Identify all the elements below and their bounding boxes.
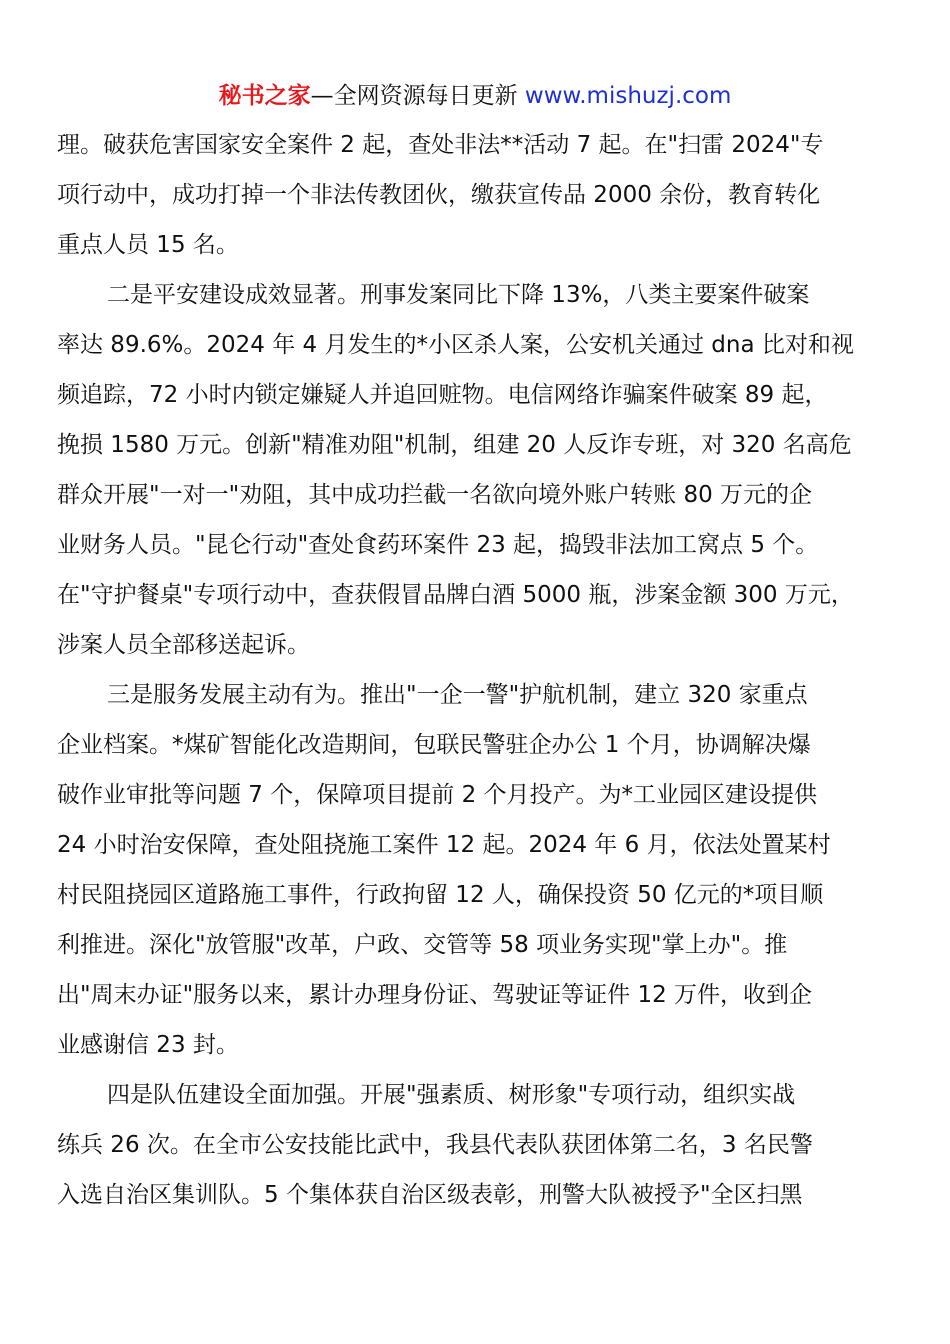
brand-name: 秘书之家 [218,83,311,109]
text-line-19: 业感谢信 23 封。 [57,1032,239,1058]
text-line-11: 涉案人员全部移送起诉。 [57,632,310,658]
text-line-16: 村民阻挠园区道路施工事件，行政拘留 12 人，确保投资 50 亿元的*项目顺 [57,882,824,908]
text-line-14: 破作业审批等问题 7 个，保障项目提前 2 个月投产。为*工业园区建设提供 [57,782,818,808]
text-line-6: 频追踪，72 小时内锁定嫌疑人并追回赃物。电信网络诈骗案件破案 89 起， [57,382,828,408]
text-line-13: 企业档案。*煤矿智能化改造期间，包联民警驻企办公 1 个月，协调解决爆 [57,732,811,758]
text-line-9: 业财务人员。"昆仑行动"查处食药环案件 23 起，捣毁非法加工窝点 5 个。 [57,532,819,558]
text-line-1: 理。破获危害国家安全案件 2 起，查处非法**活动 7 起。在"扫雷 2024"专 [57,132,824,158]
site-url-link[interactable]: www.mishuzj.com [524,83,732,109]
text-line-8: 群众开展"一对一"劝阻，其中成功拦截一名欲向境外账户转账 80 万元的企 [57,482,813,508]
site-header [0,80,950,112]
text-line-4: 二是平安建设成效显著。刑事发案同比下降 13%，八类主要案件破案 [107,282,810,308]
text-line-12: 三是服务发展主动有为。推出"一企一警"护航机制，建立 320 家重点 [107,682,808,708]
text-line-5: 率达 89.6%。2024 年 4 月发生的*小区杀人案，公安机关通过 dna 比对和视 [57,332,854,358]
text-line-17: 利推进。深化"放管服"改革，户政、交管等 58 项业务实现"掌上办"。推 [57,932,788,958]
text-line-18: 出"周末办证"服务以来，累计办理身份证、驾驶证等证件 12 万件，收到企 [57,982,813,1008]
text-line-7: 挽损 1580 万元。创新"精准劝阻"机制，组建 20 人反诈专班，对 320 名高危 [57,432,852,458]
document-body [57,120,897,1220]
text-line-20: 四是队伍建设全面加强。开展"强素质、树形象"专项行动，组织实战 [107,1082,796,1108]
text-line-2: 项行动中，成功打掉一个非法传教团伙，缴获宣传品 2000 余份，教育转化 [57,182,821,208]
header-tagline: —全网资源每日更新 [310,83,525,109]
text-line-10: 在"守护餐桌"专项行动中，查获假冒品牌白酒 5000 瓶，涉案金额 300 万元， [57,582,854,608]
text-line-22: 入选自治区集训队。5 个集体获自治区级表彰，刑警大队被授予"全区扫黑 [57,1182,803,1208]
text-line-3: 重点人员 15 名。 [57,232,239,258]
text-line-15: 24 小时治安保障，查处阻挠施工案件 12 起。2024 年 6 月，依法处置某村 [57,832,831,858]
text-line-21: 练兵 26 次。在全市公安技能比武中，我县代表队获团体第二名，3 名民警 [57,1132,813,1158]
